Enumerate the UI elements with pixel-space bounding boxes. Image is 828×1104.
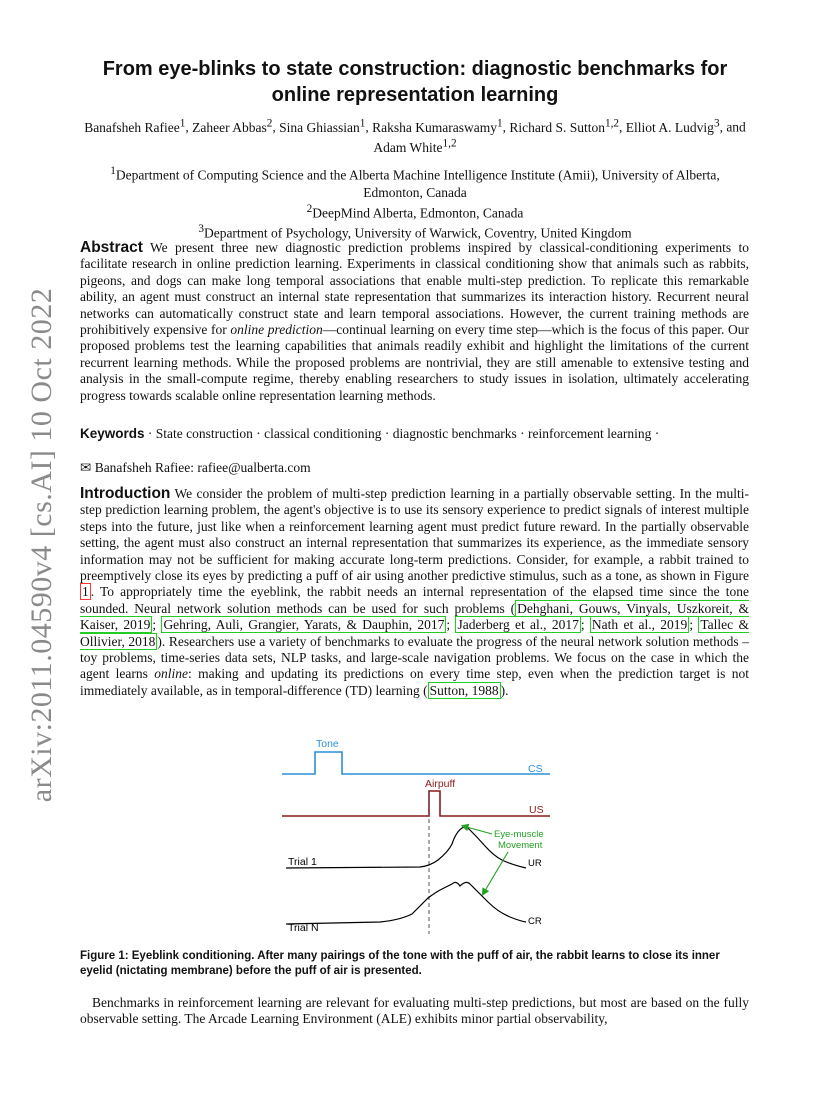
affiliation-list xyxy=(80,163,750,242)
introduction: Introduction We consider the problem of multi-step prediction learning in a partially observable setting. In the multi-step prediction learning problem, the agent's objective is to use its sensory experience to predict signals of interest multiple steps into the future, just like when a reinforcement learning agent must predict future reward. In the partially observable setting, the agent must also construct an internal representation that summarizes its experience, as the immediate sensory information may not be sufficient for making accurate long-term predictions. Consider, for example, a rabbit trained to preemptively close its eyes by predicting a puff of air using another predictive stimulus, such as a tone, as shown in Figure 1 . To appropriately time the eyeblink, the rabbit needs an internal representation of the elapsed time since the tone sounded. Neural network solution methods can be used for such problems ( Dehghani, Gouws, Vinyals, Uszkoreit, & Kaiser, 2019 ; Gehring, Auli, Grangier, Yarats, & Dauphin, 2017 ; Jaderberg et al., 2017 ; Nath et al., 2019 ; Tallec & Ollivier, 2018 ). Researchers use a variety of benchmarks to evaluate the progress of the neural network solution methods – toy problems, time-series data sets, NLP tasks, and large-scale navigation problems. We focus on the case in which the agent learns online: making and updating its predictions on every time step, even when the prediction target is not immediately available, as in temporal-difference (TD) learning ( Sutton, 1988 ). xyxy=(80,485,750,698)
author: Zaheer Abbas$^2$ xyxy=(192,117,273,135)
author: Sina Ghiassian$^1$ xyxy=(279,117,366,135)
trial-n-trace xyxy=(286,882,526,924)
us-signal-line xyxy=(282,791,550,816)
envelope-icon: ✉ xyxy=(80,460,92,475)
abstract: Abstract We present three new diagnostic prediction problems inspired by classical-conditioning experiments to facilitate research in online prediction learning. Experiments in classical conditioning show that animals such as rabbits, pigeons, and dogs can make long temporal associations that enable multi-step prediction. To replicate this remarkable ability, an agent must construct an internal state representation that summarizes its interaction history. Recurrent neural networks can automatically construct state and learn temporal associations. However, the current training methods are prohibitively expensive for online prediction—continual learning on every time step—which is the focus of this paper. Our proposed problems test the learning capabilities that animals readily exhibit and highlight the limitations of the current recurrent learning methods. While the proposed problems are nontrivial, they are still amenable to extensive testing and analysis in the small-compute regime, thereby enabling researchers to study issues in isolation, ultimately accelerating progress towards scalable online representation learning methods. xyxy=(80,239,749,403)
citation-link[interactable]: Sutton, 1988 xyxy=(429,682,499,698)
affiliation: $^3$Department of Psychology, University of Warwick, Coventry, United Kingdom xyxy=(198,223,632,241)
cs-signal-line xyxy=(282,752,550,774)
author: Elliot A. Ludvig$^3$ xyxy=(625,117,720,135)
airpuff-label: Airpuff xyxy=(425,778,456,790)
cr-label: CR xyxy=(528,916,542,927)
keywords: Keywords · State construction · classical conditioning · diagnostic benchmarks · reinforcement learning · xyxy=(80,426,660,441)
citation-link[interactable]: Tallec & Ollivier, 2018 xyxy=(80,617,749,649)
eye-muscle-label: Eye-muscle xyxy=(494,829,544,840)
email-link[interactable]: Banafsheh Rafiee: rafiee@ualberta.com xyxy=(94,460,311,475)
cs-label: CS xyxy=(528,763,543,775)
citation-link[interactable]: Dehghani, Gouws, Vinyals, Uszkoreit, & Kaiser, 2019 xyxy=(80,600,749,633)
corresponding-email xyxy=(80,460,311,476)
us-label: US xyxy=(529,804,544,816)
author: Banafsheh Rafiee$^1$ xyxy=(84,117,186,135)
paper-title: From eye-blinks to state construction: diagnostic benchmarks for online representation learning xyxy=(102,58,728,106)
citation-link[interactable]: Nath et al., 2019 xyxy=(591,617,688,633)
arrow-to-trial-1 xyxy=(463,826,492,834)
affiliation: $^1$Department of Computing Science and the Alberta Machine Intelligence Institute (Amii), University of Alberta, Edmonton, Canada xyxy=(110,165,720,200)
author: Richard S. Sutton$^{1,2}$ xyxy=(509,117,620,135)
movement-label: Movement xyxy=(498,840,543,851)
author: Raksha Kumaraswamy$^1$ xyxy=(372,117,503,135)
arrow-to-trial-n xyxy=(483,852,508,894)
ur-label: UR xyxy=(528,858,542,869)
arxiv-identifier: arXiv:2011.04590v4 [cs.AI] 10 Oct 2022 xyxy=(25,287,58,803)
body-paragraph: Benchmarks in reinforcement learning are relevant for evaluating multi-step predictions, but most are based on the fully observable setting. The Arcade Learning Environment (ALE) exhibits minor partial observability, xyxy=(80,995,749,1027)
keywords-heading: Keywords xyxy=(80,426,145,441)
author: Adam White$^{1,2}$ xyxy=(373,137,457,155)
eyeblink-figure xyxy=(270,734,560,934)
citation-link[interactable]: Gehring, Auli, Grangier, Yarats, & Dauphin, 2017 xyxy=(163,617,445,633)
figure-reference-link[interactable]: 1 xyxy=(82,584,89,600)
figure-caption: Figure 1: Eyeblink conditioning. After many pairings of the tone with the puff of air, the rabbit learns to close its inner eyelid (nictating membrane) before the puff of air is presented. xyxy=(80,950,720,977)
tone-label: Tone xyxy=(316,738,339,750)
trial-n-label: Trial N xyxy=(288,922,319,934)
abstract-heading: Abstract xyxy=(80,239,143,256)
trial-1-label: Trial 1 xyxy=(288,856,317,868)
citation-link[interactable]: Jaderberg et al., 2017 xyxy=(457,617,579,633)
author-list: Banafsheh Rafiee$^1$, Zaheer Abbas$^2$, Sina Ghiassian$^1$, Raksha Kumaraswamy$^1$, Richard S. Sutton$^{1,2}$, Elliot A. Ludvig$^3$, and Adam White$^{1,2}$ xyxy=(84,117,746,155)
introduction-heading: Introduction xyxy=(80,485,171,502)
affiliation: $^2$DeepMind Alberta, Edmonton, Canada xyxy=(306,202,524,220)
